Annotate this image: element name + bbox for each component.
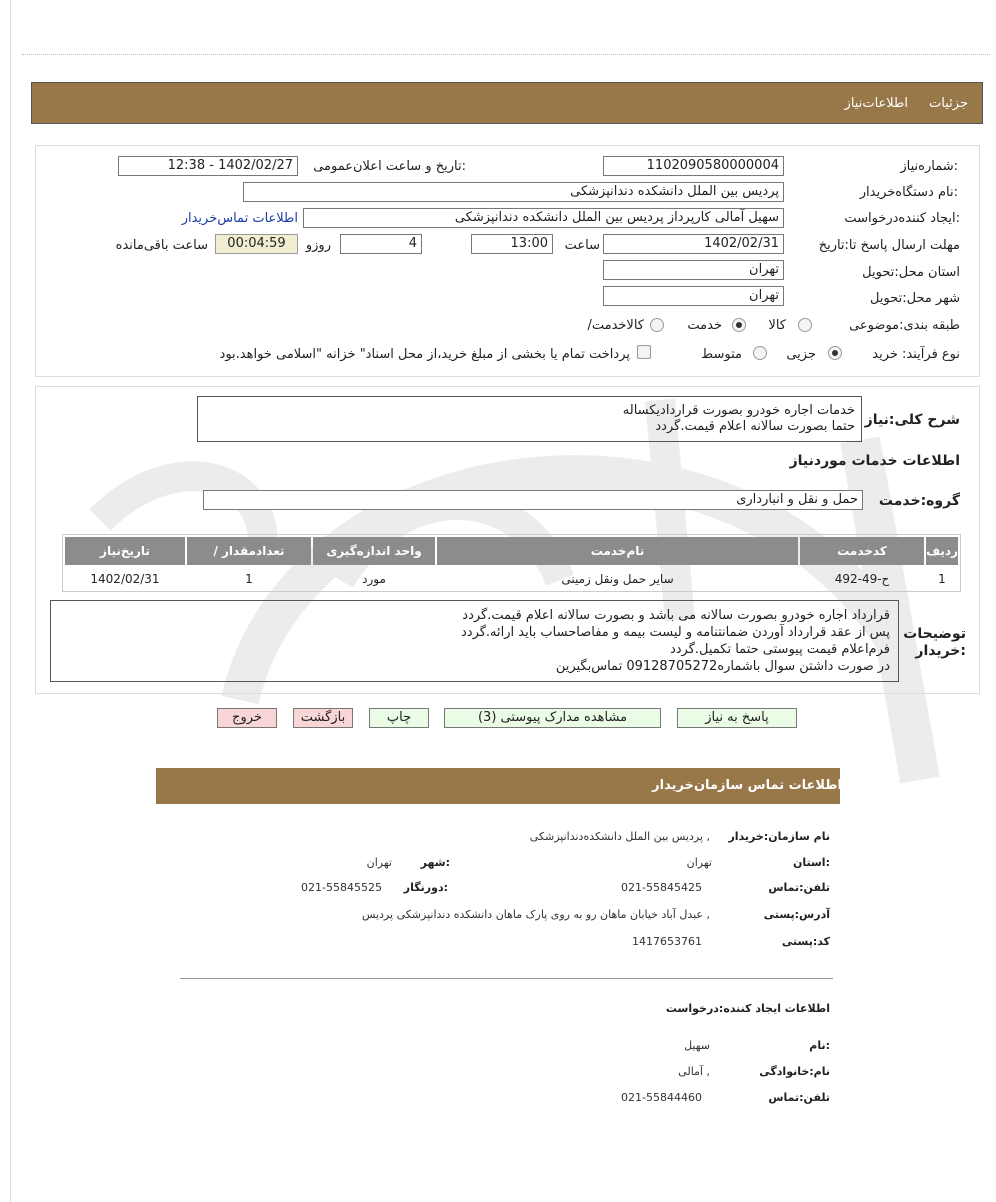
cat-service-label: خدمت	[687, 318, 722, 333]
creator-name-value: سهیل	[684, 1039, 710, 1052]
col-date-header: تاریخ‌نیاز	[65, 537, 185, 565]
city-label: شهر محل‌:تحویل	[870, 291, 960, 306]
contact-city-label: شهر:	[420, 856, 450, 869]
radio-goods[interactable]	[798, 318, 812, 332]
need-number-label: شماره‌نیاز:	[900, 159, 958, 174]
contact-province-value: تهران	[686, 856, 712, 869]
table-cell-code: ح-49-492	[834, 572, 890, 586]
description-line2: حتما بصورت سالانه اعلام قیمت.گردد	[655, 419, 855, 434]
contact-phone-value: 021-55845425	[621, 881, 702, 894]
service-group-field: حمل و نقل و انبارداری	[203, 490, 863, 510]
radio-service[interactable]	[732, 318, 746, 332]
fax-label: دورنگار:	[403, 881, 448, 894]
print-button[interactable]: چاپ	[369, 708, 429, 728]
contact-divider	[180, 978, 833, 979]
table-cell-name: سایر حمل ونقل زمینی	[561, 572, 674, 586]
notes-line2: پس از عقد قرارداد آوردن ضمانتنامه و لیست بیمه و مفاصاحساب باید ارائه.گردد	[460, 625, 890, 640]
process-label: نوع فرآیند: خرید	[872, 347, 960, 362]
remaining-timer: 00:04:59	[215, 234, 298, 254]
deadline-date-field: 1402/02/31	[603, 234, 784, 254]
table-cell-row: 1	[938, 572, 946, 586]
radio-medium[interactable]	[753, 346, 767, 360]
creator-label: ایجاد کننده‌درخواست:	[844, 211, 960, 226]
fax-value: 021-55845525	[301, 881, 382, 894]
table-cell-qty: 1	[245, 572, 253, 586]
radio-goods-service[interactable]	[650, 318, 664, 332]
deadline-time-field: 13:00	[471, 234, 553, 254]
description-line1: خدمات اجاره خودرو بصورت قراردادیکساله	[622, 403, 855, 418]
postal-value: 1417653761	[632, 935, 702, 948]
description-label: شرح کلی‌:نیاز	[864, 412, 960, 428]
back-button[interactable]: بازگشت	[293, 708, 353, 728]
creator-phone-value: 021-55844460	[621, 1091, 702, 1104]
col-qty-header: / تعدادمقدار	[187, 537, 311, 565]
proc-medium-label: متوسط	[701, 347, 742, 362]
cat-both-label: /کالاخدمت	[587, 318, 644, 333]
province-field: تهران	[603, 260, 784, 280]
notes-line3: فرم‌اعلام قیمت پیوستی حتما تکمیل.گردد	[669, 642, 890, 657]
description-box	[197, 396, 862, 442]
attachments-button[interactable]: مشاهده مدارک پیوستی (3)	[444, 708, 661, 728]
tab-details[interactable]: جزئیات	[929, 96, 968, 111]
tab-need-info[interactable]: اطلاعات‌نیاز	[844, 96, 908, 111]
cat-goods-label: کالا	[768, 318, 786, 333]
col-name-header: نام‌خدمت	[437, 537, 798, 565]
need-number-field: 1102090580000004	[603, 156, 784, 176]
notes-line1: قرارداد اجاره خودرو بصورت سالانه می باشد و بصورت سالانه اعلام قیمت.گردد	[462, 608, 890, 623]
buyer-contact-link[interactable]: اطلاعات تماس‌خریدار	[181, 211, 298, 226]
buyer-notes-box	[50, 600, 899, 682]
table-cell-date: 1402/02/31	[90, 572, 160, 586]
address-label: آدرس‌:پستی	[763, 908, 830, 921]
payment-note: پرداخت تمام یا بخشی از مبلغ خرید،از محل اسناد" خزانه "اسلامی خواهد.بود	[219, 347, 630, 362]
service-group-label: گروه‌:خدمت	[878, 493, 960, 509]
province-label: استان محل‌:تحویل	[862, 265, 960, 280]
services-title: اطلاعات خدمات موردنیاز	[789, 453, 960, 469]
contact-band-title: اطلاعات تماس سازمان‌خریدار	[652, 778, 842, 793]
radio-partial[interactable]	[828, 346, 842, 360]
announce-field: 1402/02/27 - 12:38	[118, 156, 298, 176]
contact-province-label: استان:	[792, 856, 830, 869]
need-info-panel	[35, 145, 980, 377]
treasury-checkbox[interactable]	[637, 345, 651, 359]
header-bar	[31, 82, 983, 124]
creator-field: سهیل آمالی کارپرداز پردیس بین الملل دانشکده دندانپزشکی	[303, 208, 784, 228]
org-label: نام سازمان‌:خریدار	[728, 830, 830, 843]
creator-family-label: نام‌:خانوادگی	[759, 1065, 830, 1078]
announce-label: تاریخ و ساعت اعلان‌عمومی:	[313, 159, 466, 174]
reply-button[interactable]: پاسخ به نیاز	[677, 708, 797, 728]
dotted-divider	[22, 54, 990, 55]
buyer-field: پردیس بین الملل دانشکده دندانپزشکی	[243, 182, 784, 202]
address-value: عبدل آباد خیابان ماهان رو به روی پارک ماهان دانشکده دندانپزشکی پردیس ,	[361, 908, 710, 921]
buyer-label: نام دستگاه‌خریدار:	[859, 185, 958, 200]
col-row-header: ردیف	[926, 537, 958, 565]
remaining-label: ساعت باقی‌مانده	[115, 238, 208, 253]
table-cell-unit: مورد	[362, 572, 386, 586]
creator-info-title: اطلاعات ایجاد کننده‌:درخواست	[665, 1002, 830, 1015]
day-count-field: 4	[340, 234, 422, 254]
creator-phone-label: تلفن‌:تماس	[768, 1091, 830, 1104]
contact-band	[156, 768, 840, 804]
org-value: پردیس بین الملل دانشکده‌دندانپزشکی ,	[529, 830, 710, 843]
services-table	[62, 534, 961, 592]
time-label: ساعت	[564, 238, 600, 253]
col-code-header: کدخدمت	[800, 537, 924, 565]
creator-name-label: نام:	[809, 1039, 830, 1052]
category-label: طبقه بندی‌:موضوعی	[849, 318, 960, 333]
contact-city-value: تهران	[366, 856, 392, 869]
col-unit-header: واحد اندازه‌گیری	[313, 537, 435, 565]
city-field: تهران	[603, 286, 784, 306]
proc-partial-label: جزیی	[786, 347, 816, 362]
deadline-label: مهلت ارسال پاسخ تا‌:تاریخ	[818, 238, 960, 253]
day-label: روزو	[305, 238, 331, 253]
creator-family-value: آمالی ,	[678, 1065, 710, 1078]
exit-button[interactable]: خروج	[217, 708, 277, 728]
postal-label: کد‌:پستی	[781, 935, 830, 948]
notes-line4: در صورت داشتن سوال باشماره09128705272 تماس‌بگیرین	[555, 659, 890, 674]
buyer-notes-label: توضیحات :خریدار	[903, 626, 966, 659]
contact-phone-label: تلفن‌:تماس	[768, 881, 830, 894]
